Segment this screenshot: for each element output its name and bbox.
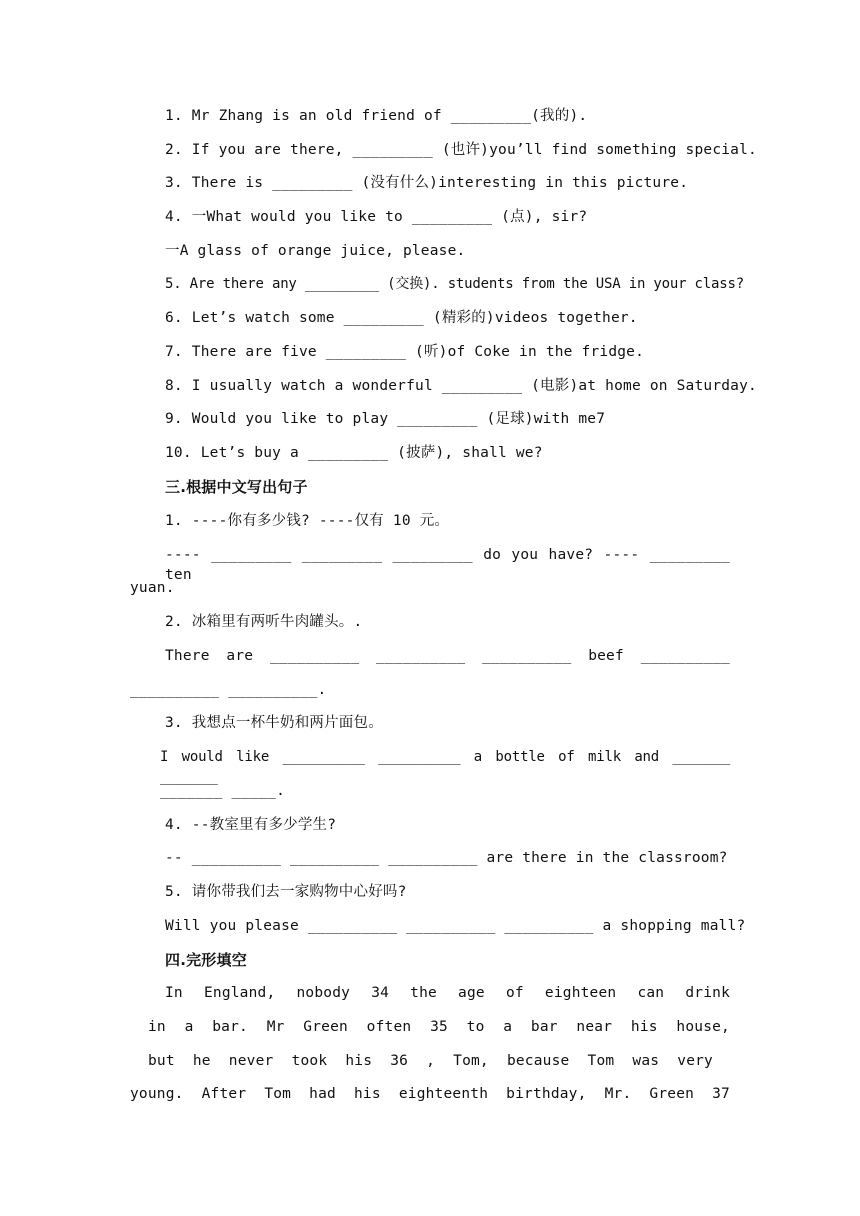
translation-answer-1-cont: yuan. bbox=[130, 580, 175, 596]
translation-answer-2: There are __________ __________ __________ beef __________ bbox=[165, 648, 730, 664]
question-9: 9. Would you like to play _________ (足球)with me7 bbox=[165, 411, 606, 427]
translation-prompt-2: 2. 冰箱里有两听牛肉罐头。. bbox=[165, 614, 363, 630]
section-heading-4: 四.完形填空 bbox=[165, 951, 247, 969]
cloze-line-3: but he never took his 36 , Tom, because Tom was very bbox=[148, 1053, 713, 1069]
question-6: 6. Let’s watch some _________ (精彩的)videos together. bbox=[165, 310, 638, 326]
translation-answer-4: -- __________ __________ __________ are there in the classroom? bbox=[165, 850, 728, 866]
translation-answer-1: ---- _________ _________ _________ do you have? ---- _________ ten bbox=[165, 547, 730, 583]
question-1: 1. Mr Zhang is an old friend of _________(我的). bbox=[165, 108, 588, 124]
translation-prompt-1: 1. ----你有多少钱? ----仅有 10 元。 bbox=[165, 513, 450, 529]
cloze-line-4: young. After Tom had his eighteenth birthday, Mr. Green 37 bbox=[130, 1086, 730, 1102]
translation-answer-3: I would like __________ __________ a bottle of milk and _______ _______ bbox=[160, 749, 730, 785]
translation-prompt-5: 5. 请你带我们去一家购物中心好吗? bbox=[165, 884, 407, 900]
translation-answer-5: Will you please __________ __________ __________ a shopping mall? bbox=[165, 918, 746, 934]
question-5: 5. Are there any _________ (交换). students from the USA in your class? bbox=[165, 276, 744, 292]
cloze-line-1: In England, nobody 34 the age of eighteen can drink bbox=[165, 985, 730, 1001]
question-7: 7. There are five _________ (听)of Coke in the fridge. bbox=[165, 344, 645, 360]
question-10: 10. Let’s buy a _________ (披萨), shall we? bbox=[165, 445, 543, 461]
translation-prompt-4: 4. --教室里有多少学生? bbox=[165, 817, 337, 833]
question-8: 8. I usually watch a wonderful _________ (电影)at home on Saturday. bbox=[165, 378, 757, 394]
translation-answer-3-cont: _______ _____. bbox=[160, 783, 286, 799]
question-2: 2. If you are there, _________ (也许)you’ll find something special. bbox=[165, 142, 757, 158]
question-4: 4. 一What would you like to _________ (点), sir? bbox=[165, 209, 588, 225]
cloze-line-2: in a bar. Mr Green often 35 to a bar near his house, bbox=[148, 1019, 730, 1035]
question-4-answer: 一A glass of orange juice, please. bbox=[165, 243, 466, 259]
section-heading-3: 三.根据中文写出句子 bbox=[165, 478, 308, 496]
question-3: 3. There is _________ (没有什么)interesting in this picture. bbox=[165, 175, 689, 191]
translation-answer-2-cont: __________ __________. bbox=[130, 682, 327, 698]
translation-prompt-3: 3. 我想点一杯牛奶和两片面包。 bbox=[165, 715, 383, 731]
